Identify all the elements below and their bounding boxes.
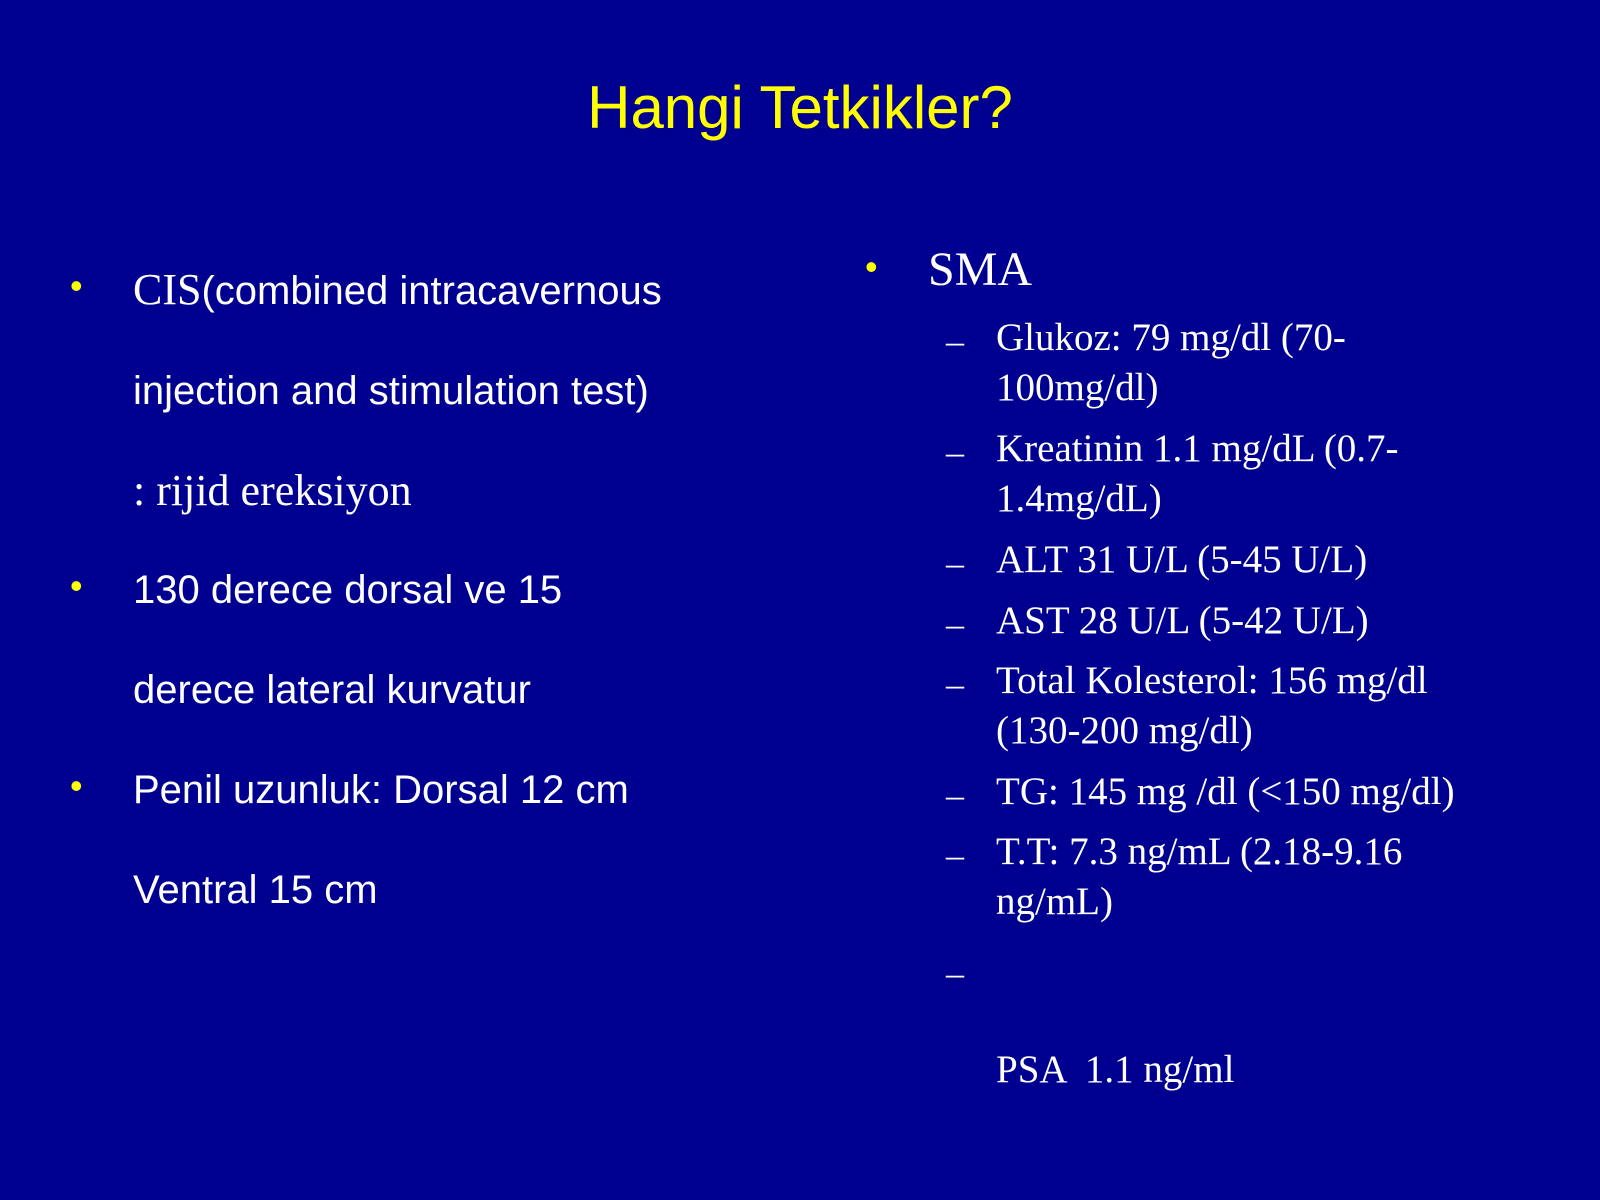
left-item-line (133, 441, 773, 541)
cis-line-3-prefix: : (133, 466, 157, 515)
cis-line-1: (combined intracavernous (201, 269, 662, 313)
dash-icon: – (946, 432, 964, 472)
sma-item-psa (996, 945, 1556, 1195)
cis-line-2: injection and stimulation test) (133, 369, 649, 413)
dash-icon: – (946, 953, 964, 993)
sma-item-alt (996, 535, 1556, 585)
sma-item-kolesterol (996, 656, 1556, 756)
dash-icon: – (946, 664, 964, 704)
length-line-2: Ventral 15 cm (133, 868, 378, 912)
bullet-icon: • (70, 565, 83, 606)
left-item-curvature (133, 540, 773, 740)
curvature-line-2: derece lateral kurvatur (133, 668, 531, 712)
sma-item-line-1: Total Kolesterol: 156 mg/dl (996, 659, 1428, 702)
cis-prefix: CIS (133, 265, 202, 314)
dash-icon: – (946, 775, 964, 815)
sma-item-tt (996, 827, 1556, 927)
sma-item-line-1: T.T: 7.3 ng/mL (2.18-9.16 (996, 830, 1403, 873)
left-item-line (133, 240, 773, 341)
sma-item-line-2: 100mg/dl) (996, 366, 1159, 409)
bullet-icon: • (865, 246, 878, 287)
sma-heading: SMA (928, 243, 1033, 296)
sma-item-line-1: TG: 145 mg /dl (<150 mg/dl) (996, 770, 1455, 813)
slide-title: Hangi Tetkikler? (587, 74, 1013, 141)
left-item-cis (133, 240, 773, 541)
dash-icon: – (946, 321, 964, 361)
length-line-1: Penil uzunluk: Dorsal 12 cm (133, 768, 629, 812)
sma-item-line-1: Kreatinin 1.1 mg/dL (0.7- (996, 427, 1399, 470)
sma-item-line-1: PSA 1.1 ng/ml (996, 1048, 1235, 1091)
bullet-icon: • (70, 265, 83, 306)
cis-line-3: rijid ereksiyon (156, 466, 412, 515)
sma-item-line-1: Glukoz: 79 mg/dl (70- (996, 316, 1346, 359)
curvature-line-1: 130 derece dorsal ve 15 (133, 568, 563, 612)
sma-item-kreatinin (996, 424, 1556, 524)
dash-icon: – (946, 604, 964, 644)
bullet-icon: • (70, 765, 83, 806)
dash-icon: – (946, 835, 964, 875)
sma-item-line-1: ALT 31 U/L (5-45 U/L) (996, 538, 1368, 581)
dash-icon: – (946, 543, 964, 583)
sma-item-line-2: ng/mL) (996, 880, 1113, 923)
sma-item-line-1: AST 28 U/L (5-42 U/L) (996, 599, 1369, 642)
sma-item-line-2: (130-200 mg/dl) (996, 709, 1253, 752)
sma-item-ast (996, 596, 1556, 646)
sma-item-glukoz (996, 313, 1556, 413)
left-item-length (133, 740, 773, 940)
sma-item-line-2: 1.4mg/dL) (996, 477, 1162, 520)
sma-item-tg (996, 767, 1556, 817)
